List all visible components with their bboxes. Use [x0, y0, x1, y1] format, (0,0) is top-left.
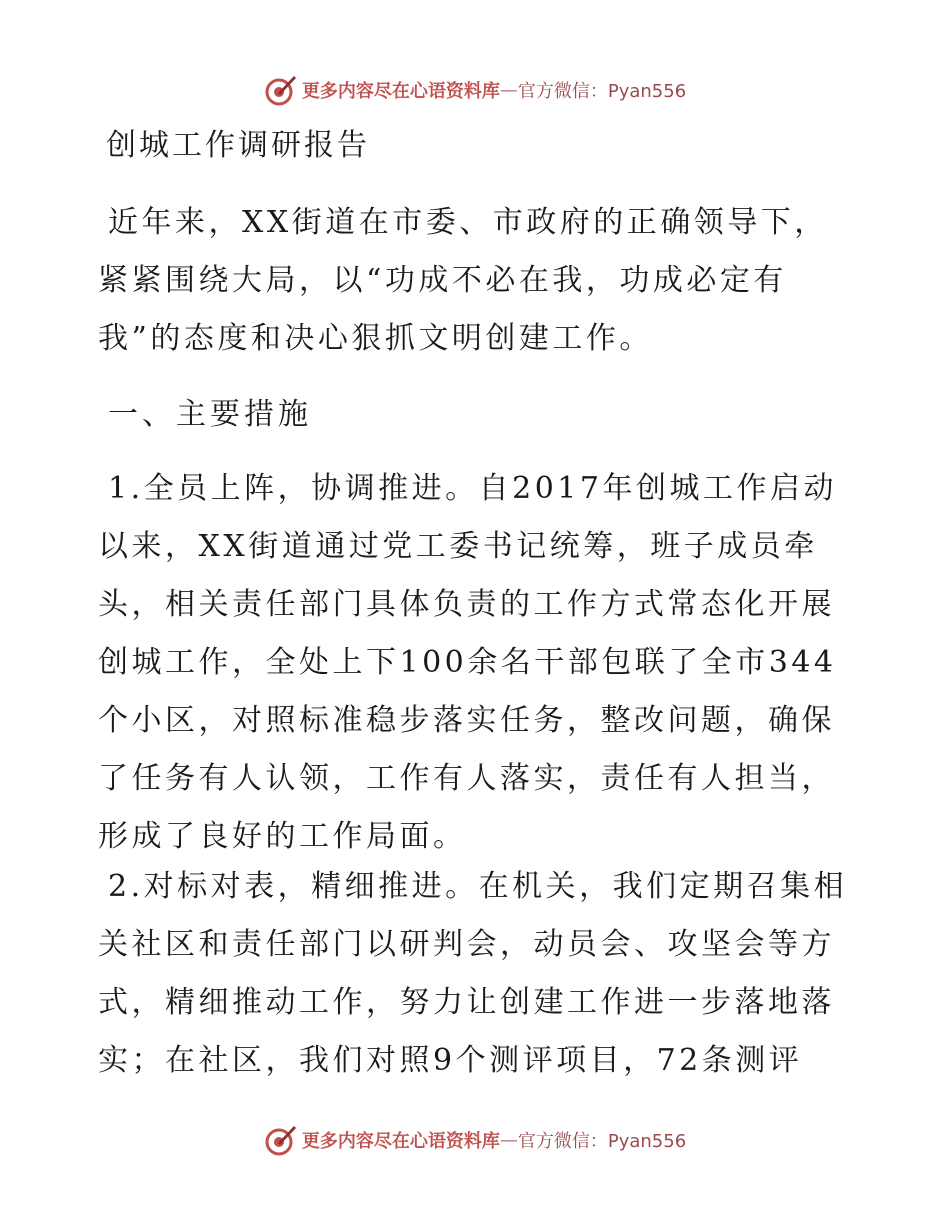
quill-logo-icon — [264, 73, 298, 107]
watermark-suffix: 官方微信：Pyan556 — [517, 1131, 687, 1152]
measure-item-2: 2.对标对表，精细推进。在机关，我们定期召集相关社区和责任部门以研判会，动员会、攻坚会等方式，精细推动工作，努力让创建工作进一步落地落实；在社区，我们对照9个测评项目，72条测评 — [98, 869, 848, 1078]
watermark-suffix: 官方微信：Pyan556 — [517, 81, 687, 102]
quill-logo-icon — [264, 1123, 298, 1157]
watermark-separator: — — [499, 1129, 518, 1151]
watermark-header — [0, 72, 950, 108]
measure-item-1: 1.全员上阵，协调推进。自2017年创城工作启动以来，XX街道通过党工委书记统筹，班子成员牵头，相关责任部门具体负责的工作方式常态化开展创城工作，全处上下100余名干部包联了全市344个小区，对照标准稳步落实任务，整改问题，确保了任务有人认领，工作有人落实，责任有人担当，形成了良好的工作局面。 — [98, 471, 837, 854]
watermark-brand: 更多内容尽在心语资料库 — [301, 81, 500, 102]
intro-paragraph: 近年来，XX街道在市委、市政府的正确领导下，紧紧围绕大局，以“功成不必在我，功成必定有我”的态度和决心狠抓文明创建工作。 — [98, 205, 828, 356]
watermark-brand: 更多内容尽在心语资料库 — [301, 1131, 500, 1152]
document-title: 创城工作调研报告 — [106, 128, 370, 163]
section-heading: 一、主要措施 — [108, 397, 312, 432]
watermark-footer — [0, 1122, 950, 1158]
watermark-separator: — — [499, 79, 518, 101]
